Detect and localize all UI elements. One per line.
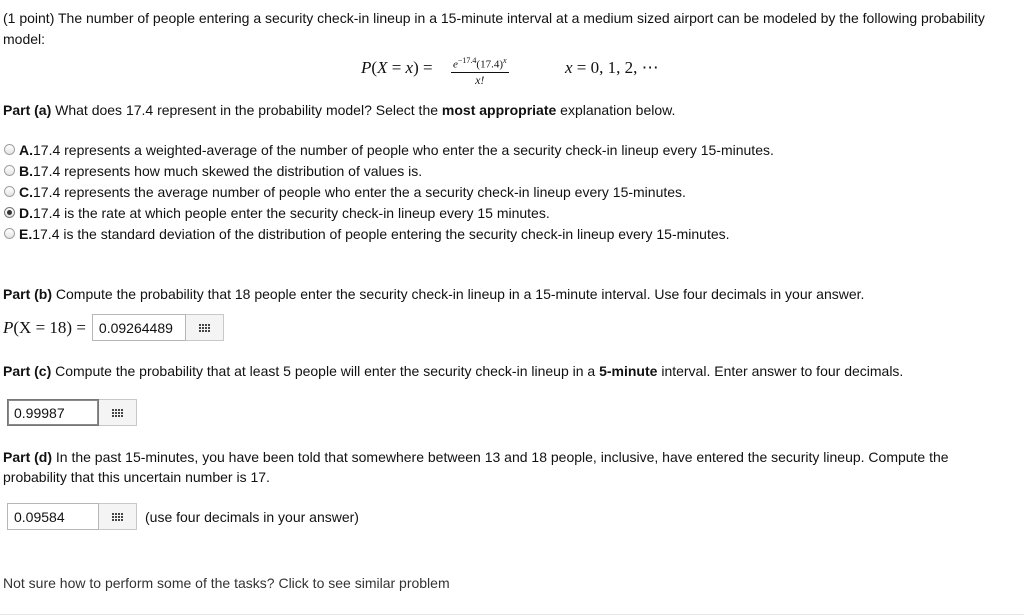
part-b-answer-row	[3, 314, 1015, 341]
part-a-options	[3, 139, 1015, 244]
part-c-question	[3, 361, 1015, 381]
radio-option-d[interactable]	[4, 207, 15, 218]
part-b-q-text: Compute the probability that 18 people enter the security check-in lineup in a 15-minute interval. Use four decimals in your answer.	[52, 286, 865, 302]
option-d[interactable]	[3, 202, 1015, 223]
option-letter: C.	[19, 183, 33, 200]
part-d-answer-row	[7, 503, 1015, 530]
part-c-q-bold: 5-minute	[599, 363, 658, 379]
part-d-answer-input[interactable]: 0.09584	[7, 503, 99, 530]
radio-option-c[interactable]	[4, 186, 15, 197]
option-text: 17.4 is the standard deviation of the distribution of people entering the security check-in lineup every 15-minutes.	[32, 225, 730, 242]
option-e[interactable]	[3, 223, 1015, 244]
part-b-answer-input[interactable]: 0.09264489	[92, 314, 186, 341]
formula-fraction	[451, 54, 509, 87]
radio-option-b[interactable]	[4, 165, 15, 176]
num-exp2: x	[502, 56, 507, 65]
option-text: 17.4 represents a weighted-average of the number of people who enter the a security check-in lineup every 15-minutes.	[33, 141, 774, 158]
option-b[interactable]	[3, 160, 1015, 181]
probability-model-formula	[3, 54, 1015, 94]
grid-icon	[199, 324, 210, 332]
part-c-answer-input[interactable]: 0.99987	[7, 399, 99, 426]
part-c-q-post: interval. Enter answer to four decimals.	[657, 363, 904, 379]
part-a-question	[3, 100, 1015, 120]
part-d-q-text: In the past 15-minutes, you have been told that somewhere between 13 and 18 people, inclusive, have entered the security lineup. Compute the probability that this uncertain number is 17.	[3, 449, 949, 485]
grid-icon	[112, 409, 123, 417]
option-text: 17.4 represents how much skewed the distribution of values is.	[33, 162, 423, 179]
option-text: 17.4 is the rate at which people enter the security check-in lineup every 15 minutes.	[33, 204, 550, 221]
option-letter: E.	[19, 225, 33, 242]
part-d-label: Part (d)	[3, 449, 52, 465]
option-letter: A.	[19, 141, 33, 158]
num-exp: −17.4	[457, 56, 477, 65]
formula-eq: =	[387, 58, 406, 77]
part-a-label: Part (a)	[3, 102, 52, 118]
part-c-answer-row	[7, 399, 1015, 426]
similar-problem-link[interactable]: Not sure how to perform some of the tasks? Click to see similar problem	[3, 575, 450, 591]
part-d-hint: (use four decimals in your answer)	[145, 508, 359, 525]
option-text: 17.4 represents the average number of people who enter the a security check-in lineup every 15-minutes.	[33, 183, 686, 200]
part-b-equation-editor-button[interactable]	[186, 314, 224, 341]
num-mid: (17.4)	[476, 58, 503, 71]
part-c-q-pre: Compute the probability that at least 5 people will enter the security check-in lineup in a	[51, 363, 600, 379]
part-a-q-bold: most appropriate	[441, 102, 557, 118]
part-c-label: Part (c)	[3, 363, 52, 379]
part-d-equation-editor-button[interactable]	[99, 503, 137, 530]
part-a-q-post: explanation below.	[556, 102, 676, 118]
num-e: e	[453, 58, 458, 71]
part-d-question	[3, 447, 1015, 487]
part-b-label: Part (b)	[3, 286, 52, 302]
formula-lhs	[361, 58, 433, 78]
option-letter: D.	[19, 204, 33, 221]
part-a-q-pre: What does 17.4 represent in the probability model? Select the	[51, 102, 442, 118]
part-b-expr-rest: (X = 18) =	[13, 317, 86, 337]
part-b-expression	[3, 318, 86, 338]
problem-container	[3, 8, 1015, 593]
radio-option-e[interactable]	[4, 228, 15, 239]
formula-numerator	[451, 54, 509, 73]
problem-intro: (1 point) The number of people entering a security check-in lineup in a 15-minute interval at a medium sized airport can be modeled by the following probability model:	[3, 10, 985, 47]
grid-icon	[112, 513, 123, 521]
part-c-equation-editor-button[interactable]	[99, 399, 137, 426]
support-var: x	[565, 58, 573, 77]
formula-support	[565, 58, 659, 78]
part-b-question	[3, 284, 1015, 304]
formula-p: P	[361, 58, 372, 77]
formula-X: X	[377, 58, 388, 77]
option-c[interactable]	[3, 181, 1015, 202]
formula-open-paren: (	[371, 58, 378, 77]
option-letter: B.	[19, 162, 33, 179]
support-vals: = 0, 1, 2, ⋯	[572, 58, 659, 77]
formula-denominator: x!	[475, 72, 485, 87]
option-a[interactable]	[3, 139, 1015, 160]
formula-x: x	[405, 58, 414, 77]
part-b-expr-p: P	[3, 317, 14, 337]
formula-close: ) =	[413, 58, 433, 77]
radio-option-a[interactable]	[4, 144, 15, 155]
